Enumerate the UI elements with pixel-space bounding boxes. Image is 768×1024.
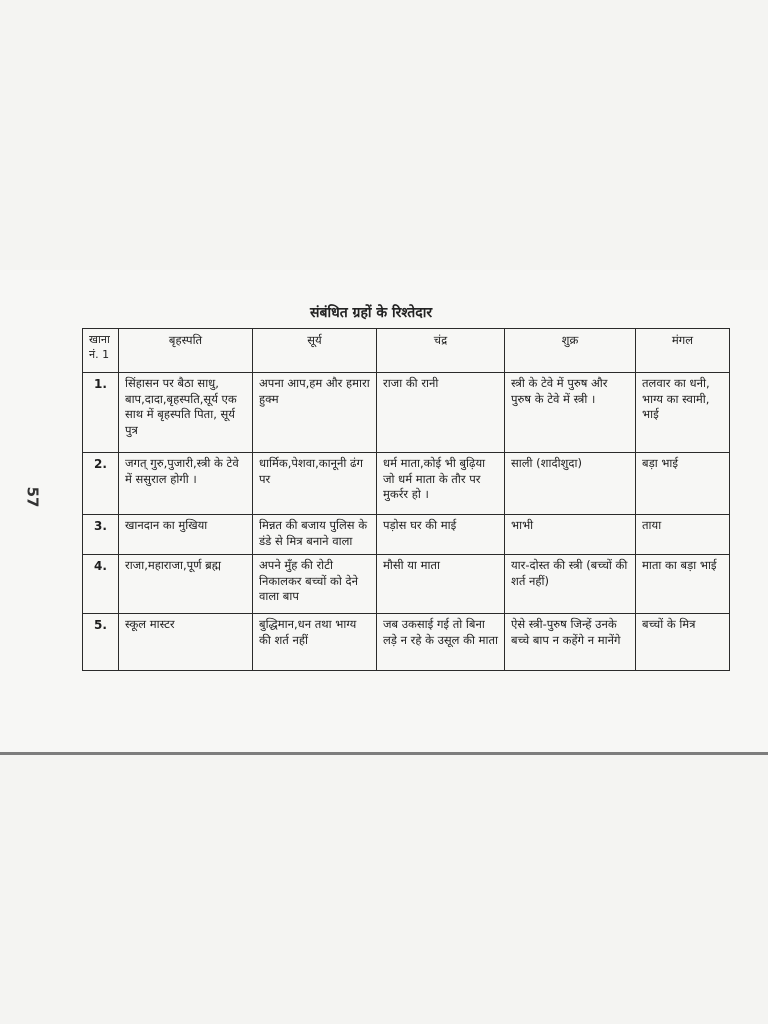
row-number: 1.	[83, 373, 119, 453]
cell-sun: अपने मुँह की रोटी निकालकर बच्चों को देने वाला बाप	[253, 555, 377, 614]
cell-moon: जब उकसाई गई तो बिना लड़े न रहे के उसूल की माता	[377, 614, 505, 671]
cell-venus: भाभी	[505, 515, 636, 555]
header-row	[83, 329, 730, 373]
header-mars: मंगल	[636, 329, 730, 373]
cell-mars: तलवार का धनी, भाग्य का स्वामी, भाई	[636, 373, 730, 453]
cell-jupiter: राजा,महाराजा,पूर्ण ब्रह्म	[119, 555, 253, 614]
cell-venus: साली (शादीशुदा)	[505, 453, 636, 515]
row-number: 3.	[83, 515, 119, 555]
header-venus: शुक्र	[505, 329, 636, 373]
header-house-number: खाना नं. 1	[83, 329, 119, 373]
cell-mars: बच्चों के मित्र	[636, 614, 730, 671]
cell-moon: राजा की रानी	[377, 373, 505, 453]
cell-venus: स्त्री के टेवे में पुरुष और पुरुष के टेवे में स्त्री ।	[505, 373, 636, 453]
table-title: संबंधित ग्रहों के रिश्तेदार	[310, 305, 433, 321]
cell-sun: अपना आप,हम और हमारा हुक्म	[253, 373, 377, 453]
table-row	[83, 555, 730, 614]
cell-jupiter: सिंहासन पर बैठा साधु, बाप,दादा,बृहस्पति,सूर्य एक साथ में बृहस्पति पिता, सूर्य पुत्र	[119, 373, 253, 453]
cell-sun: मिन्नत की बजाय पुलिस के डंडे से मित्र बनाने वाला	[253, 515, 377, 555]
header-sun: सूर्य	[253, 329, 377, 373]
cell-jupiter: जगत् गुरु,पुजारी,स्त्री के टेवे में ससुराल होगी ।	[119, 453, 253, 515]
cell-jupiter: खानदान का मुखिया	[119, 515, 253, 555]
cell-jupiter: स्कूल मास्टर	[119, 614, 253, 671]
row-number: 4.	[83, 555, 119, 614]
cell-sun: बुद्धिमान,धन तथा भाग्य की शर्त नहीं	[253, 614, 377, 671]
cell-mars: ताया	[636, 515, 730, 555]
cell-venus: ऐसे स्त्री-पुरुष जिन्हें उनके बच्चे बाप न कहेंगे न मानेंगे	[505, 614, 636, 671]
row-number: 5.	[83, 614, 119, 671]
header-moon: चंद्र	[377, 329, 505, 373]
page-number: 57	[23, 486, 42, 508]
table-row	[83, 453, 730, 515]
cell-moon: धर्म माता,कोई भी बुढ़िया जो धर्म माता के तौर पर मुकर्रर हो ।	[377, 453, 505, 515]
cell-moon: पड़ोस घर की माई	[377, 515, 505, 555]
table-row	[83, 614, 730, 671]
table-row	[83, 515, 730, 555]
cell-mars: बड़ा भाई	[636, 453, 730, 515]
row-number: 2.	[83, 453, 119, 515]
relatives-table	[82, 328, 730, 671]
header-jupiter: बृहस्पति	[119, 329, 253, 373]
cell-sun: धार्मिक,पेशवा,कानूनी ढंग पर	[253, 453, 377, 515]
cell-mars: माता का बड़ा भाई	[636, 555, 730, 614]
cell-moon: मौसी या माता	[377, 555, 505, 614]
cell-venus: यार-दोस्त की स्त्री (बच्चों की शर्त नहीं)	[505, 555, 636, 614]
table-row	[83, 373, 730, 453]
page-edge	[0, 752, 768, 755]
